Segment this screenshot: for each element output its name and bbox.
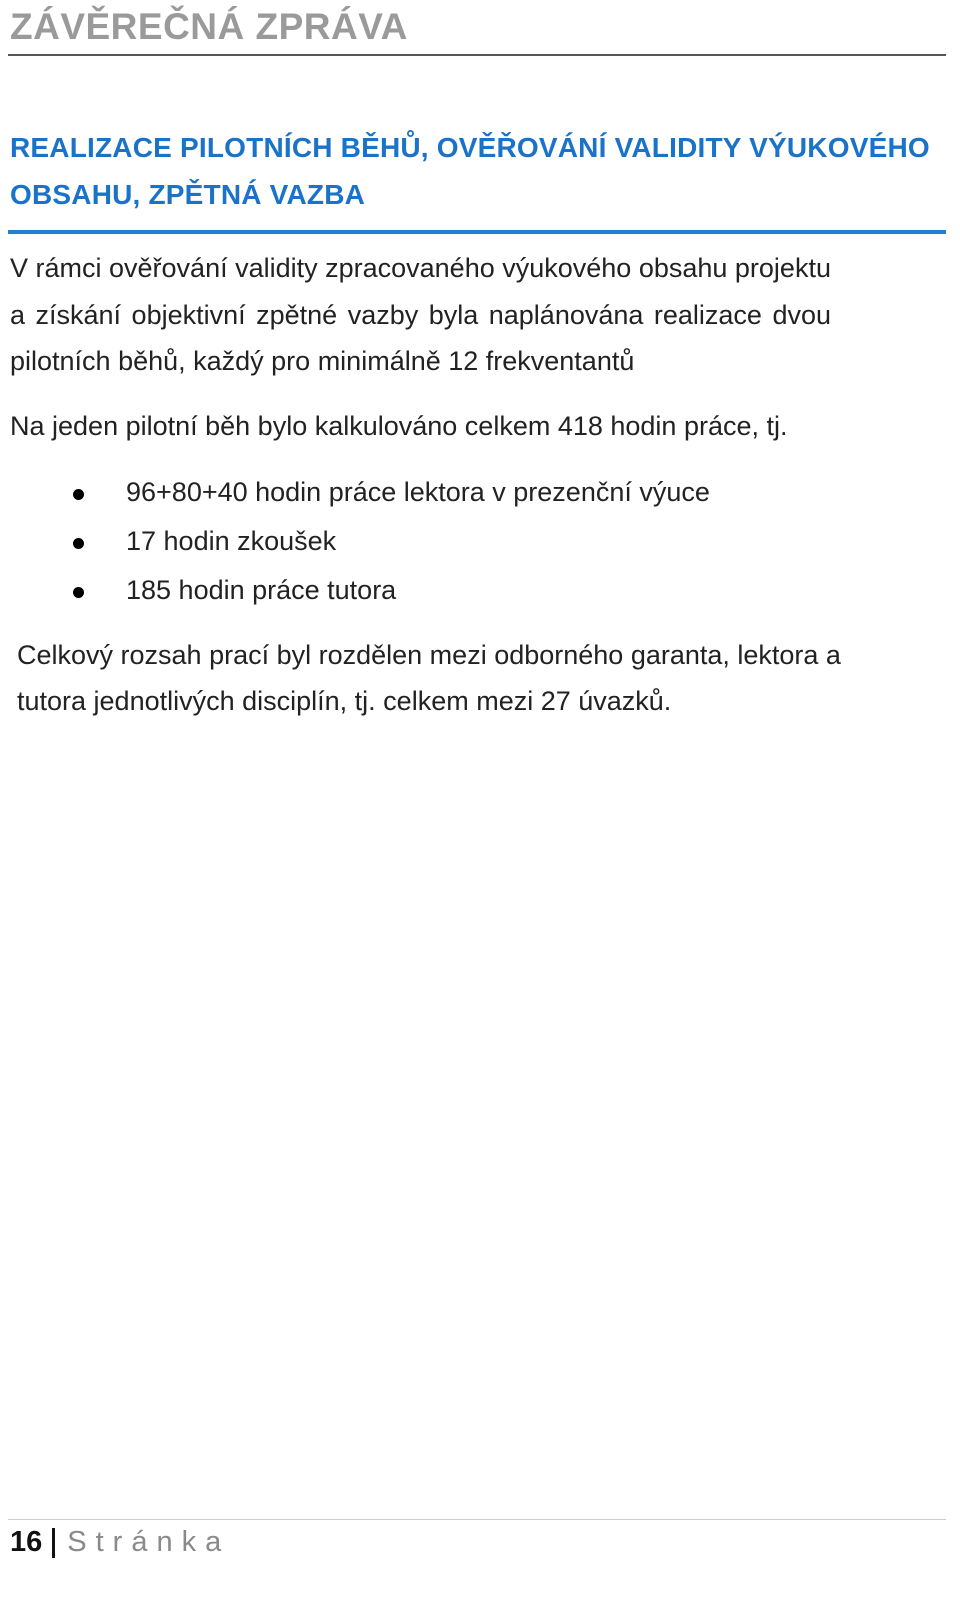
paragraph-intro-line-1: V rámci ověřování validity zpracovaného výukového obsahu projektu: [10, 253, 831, 283]
footer-divider: [8, 1519, 946, 1520]
bullet-icon: [73, 587, 84, 598]
list-item: [0, 575, 960, 615]
list-item: [0, 477, 960, 517]
bullet-icon: [73, 538, 84, 549]
paragraph-intro-line-2: a získání objektivní zpětné vazby byla naplánována realizace dvou: [10, 300, 832, 330]
document-header: [8, 4, 946, 56]
document-title: ZÁVĚREČNÁ ZPRÁVA: [10, 6, 408, 47]
page-number: 16: [10, 1526, 43, 1558]
paragraph-summary-line-2: tutora jednotlivých disciplín, tj. celkem mezi 27 úvazků.: [17, 686, 672, 716]
list-item: [0, 526, 960, 566]
page-label: Stránka: [67, 1526, 231, 1558]
list-item-text: 185 hodin práce tutora: [126, 575, 397, 605]
paragraph-summary-line-1: Celkový rozsah prací byl rozdělen mezi odborného garanta, lektora a: [17, 640, 841, 670]
paragraph-calculation: Na jeden pilotní běh bylo kalkulováno celkem 418 hodin práce, tj.: [10, 411, 788, 441]
section-heading: [8, 128, 946, 234]
list-item-text: 17 hodin zkoušek: [126, 526, 337, 556]
section-heading-line-1: REALIZACE PILOTNÍCH BĚHŮ, OVĚŘOVÁNÍ VALIDITY VÝUKOVÉHO: [10, 132, 930, 163]
page-footer: [10, 1526, 230, 1566]
paragraph-intro-line-3: pilotních běhů, každý pro minimálně 12 frekventantů: [10, 346, 635, 376]
section-heading-line-2: OBSAHU, ZPĚTNÁ VAZBA: [10, 179, 366, 210]
footer-separator: [52, 1528, 55, 1558]
bullet-icon: [73, 489, 84, 500]
list-item-text: 96+80+40 hodin práce lektora v prezenční výuce: [126, 477, 710, 507]
